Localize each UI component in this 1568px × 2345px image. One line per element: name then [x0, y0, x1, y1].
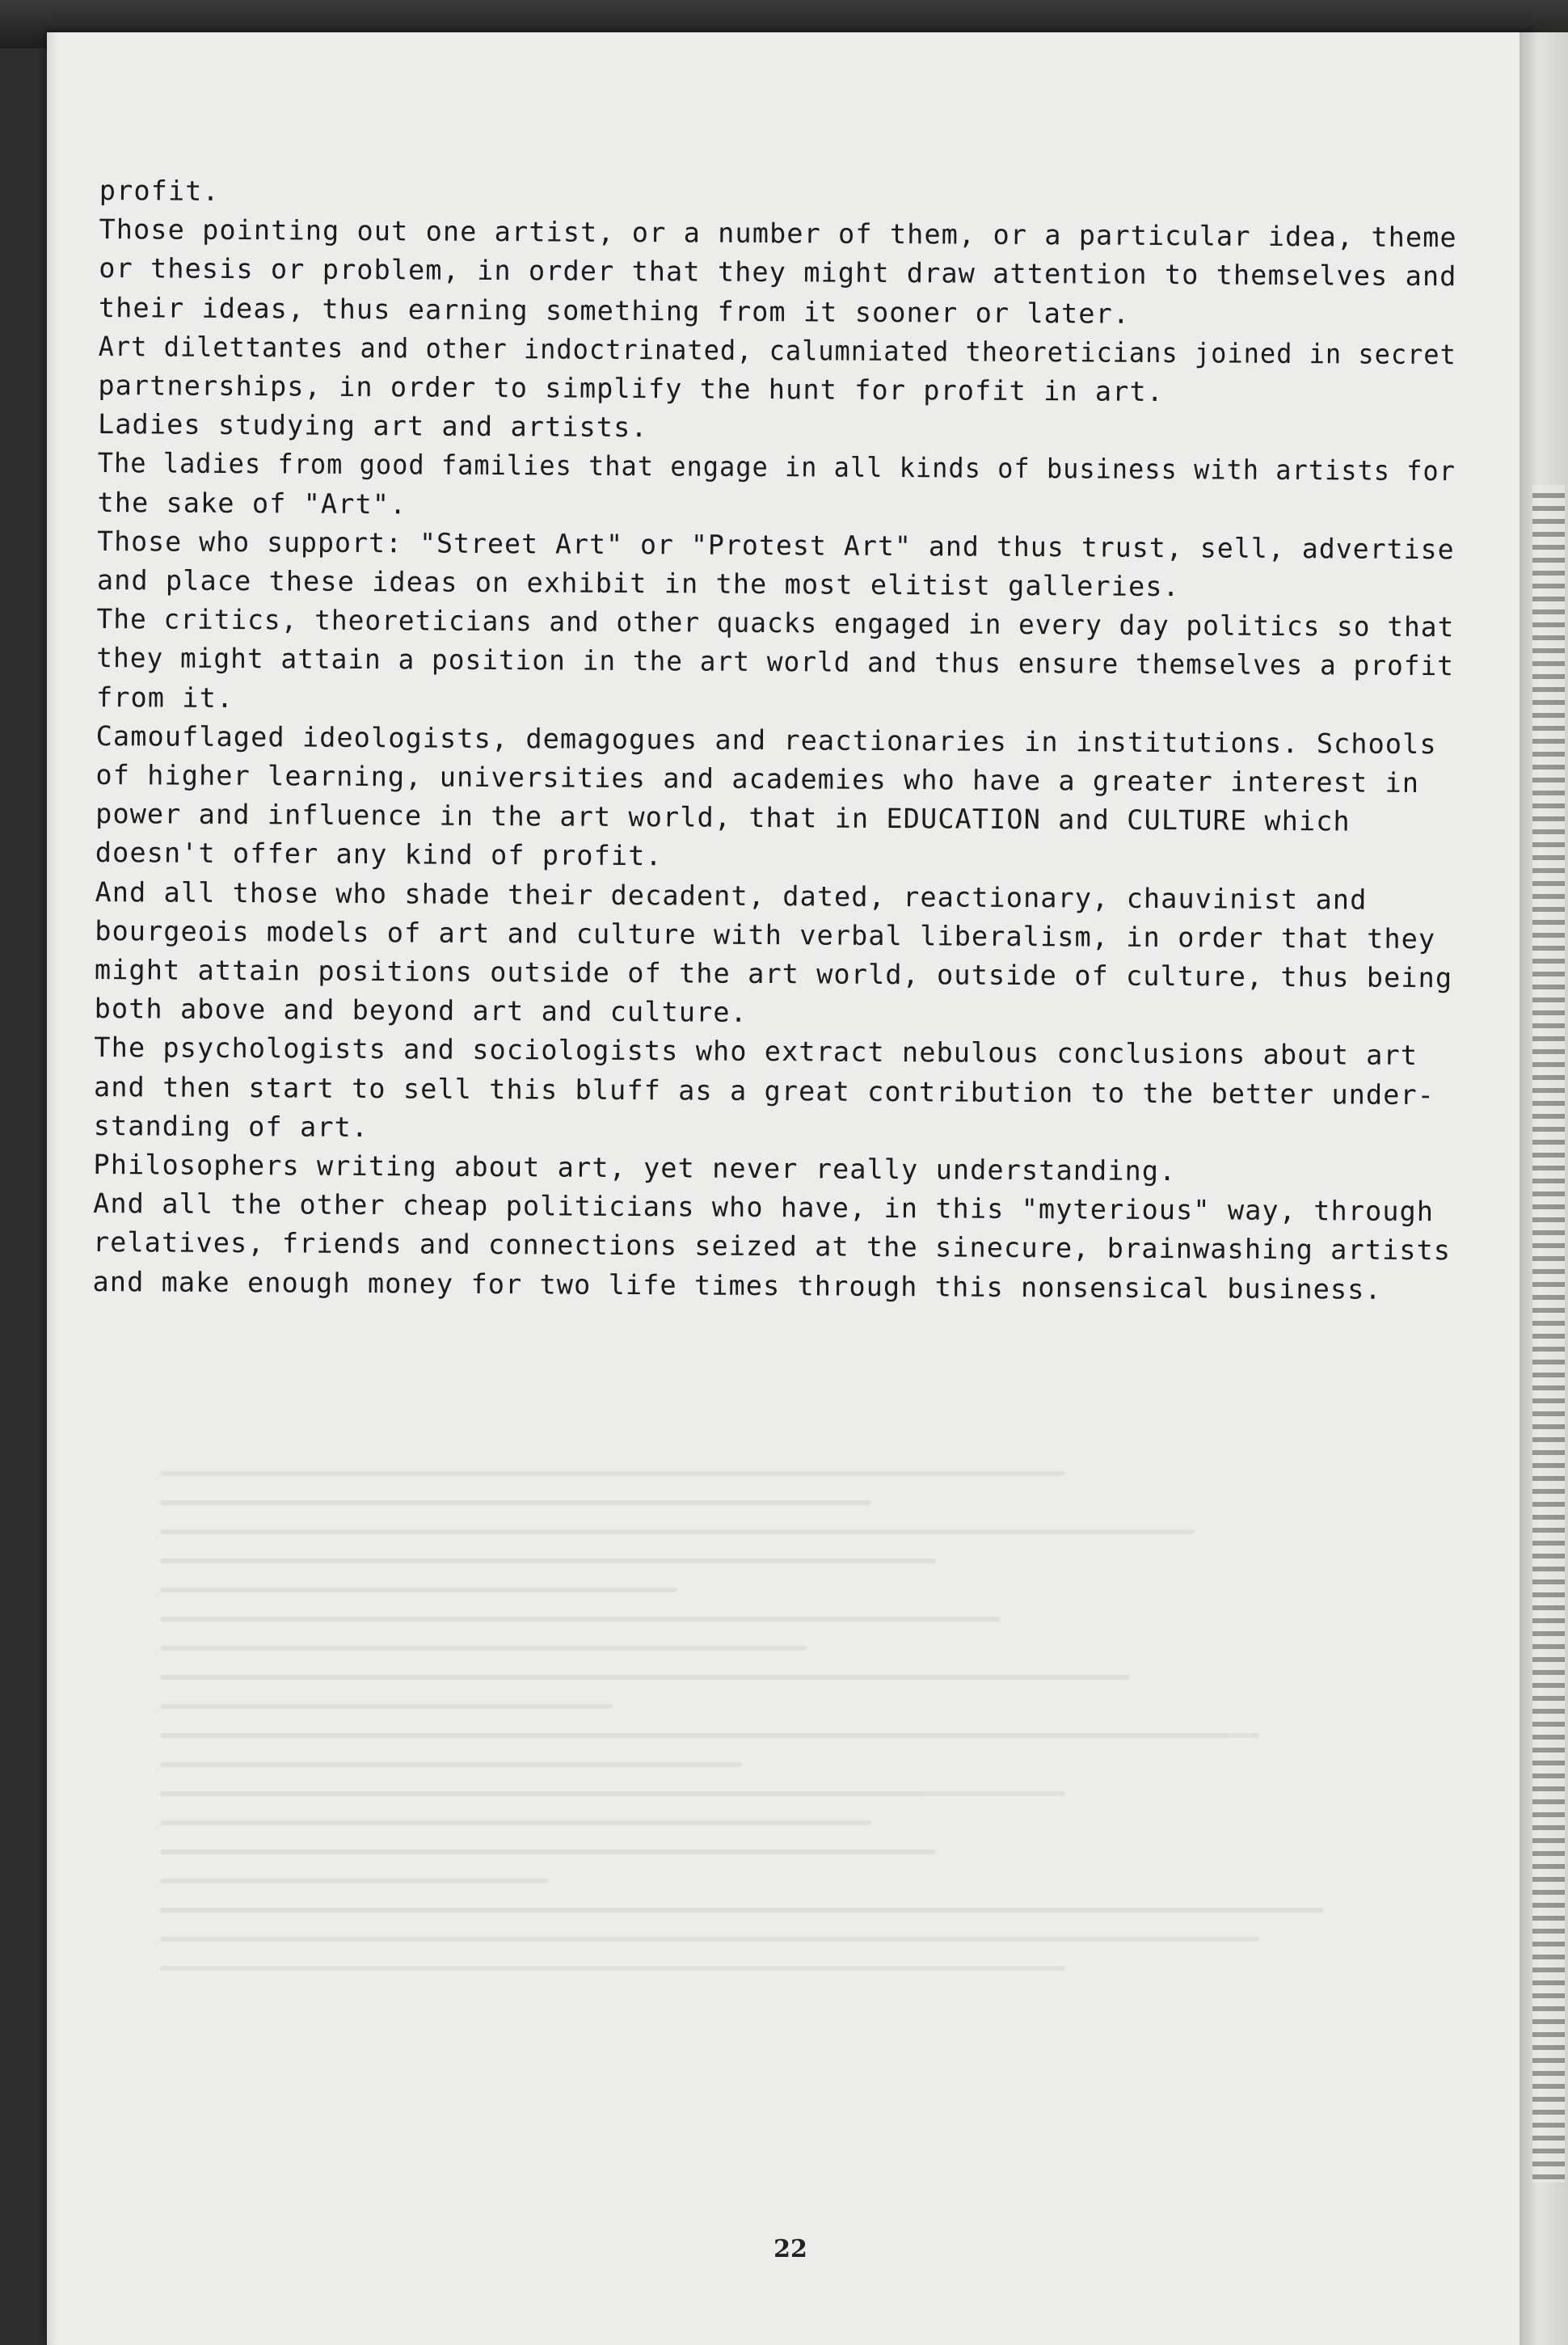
adjacent-page-edge	[1520, 32, 1568, 2345]
text-line: Those pointing out one artist, or a number of them, or a particular idea, theme	[99, 213, 1457, 254]
adjacent-page-text	[1532, 485, 1565, 2183]
text-line: and place these ideas on exhibit in the most elitist galleries.	[96, 564, 1180, 603]
text-line: they might attain a position in the art world and thus ensure themselves a profit	[96, 642, 1455, 682]
page-number: 22	[773, 2235, 807, 2263]
text-line: bourgeois models of art and culture with verbal liberalism, in order that they	[95, 914, 1436, 955]
text-line: doesn't offer any kind of profit.	[95, 837, 663, 872]
text-line: and make enough money for two life times through this nonsensical business.	[92, 1265, 1382, 1305]
book-page	[47, 32, 1534, 2345]
text-line: The ladies from good families that engage in all kinds of business with artists for	[97, 447, 1456, 487]
text-line: power and influence in the art world, that in EDUCATION and CULTURE which	[95, 798, 1351, 837]
text-line: standing of art.	[93, 1109, 369, 1143]
text-line: Those who support: "Street Art" or "Protest Art" and thus trust, sell, advertise	[97, 525, 1455, 566]
text-line: The psychologists and sociologists who extract nebulous conclusions about art	[94, 1031, 1418, 1072]
show-through-text	[160, 1471, 1453, 2134]
body-text	[92, 171, 1457, 1310]
text-line: the sake of "Art".	[97, 486, 407, 520]
text-line: Camouflaged ideologists, demagogues and reactionaries in institutions. Schools	[95, 719, 1437, 760]
text-line: both above and beyond art and culture.	[94, 993, 748, 1029]
text-line: or thesis or problem, in order that they might draw attention to themselves and	[99, 252, 1457, 293]
text-line: from it.	[95, 681, 234, 714]
text-line: And all those who shade their decadent, dated, reactionary, chauvinist and	[95, 875, 1368, 916]
text-line: partnerships, in order to simplify the hunt for profit in art.	[98, 369, 1165, 408]
text-line: and then start to sell this bluff as a great contribution to the better under-	[93, 1070, 1435, 1111]
page-edge	[47, 32, 58, 2345]
text-line: relatives, friends and connections seized at the sinecure, brainwashing artists	[92, 1226, 1452, 1267]
text-line: Philosophers writing about art, yet never really understanding.	[93, 1149, 1177, 1187]
text-line: profit.	[99, 174, 220, 207]
text-line: The critics, theoreticians and other quacks engaged in every day politics so that	[96, 603, 1455, 643]
text-line: of higher learning, universities and academies who have a greater interest in	[95, 759, 1420, 799]
text-line: their ideas, thus earning something from it sooner or later.	[98, 291, 1131, 330]
text-line: Art dilettantes and other indoctrinated, calumniated theoreticians joined in secret	[98, 330, 1456, 371]
text-line: Ladies studying art and artists.	[97, 408, 648, 444]
text-line: might attain positions outside of the art world, outside of culture, thus being	[94, 954, 1453, 994]
text-line: And all the other cheap politicians who have, in this "myterious" way, through	[93, 1187, 1435, 1228]
